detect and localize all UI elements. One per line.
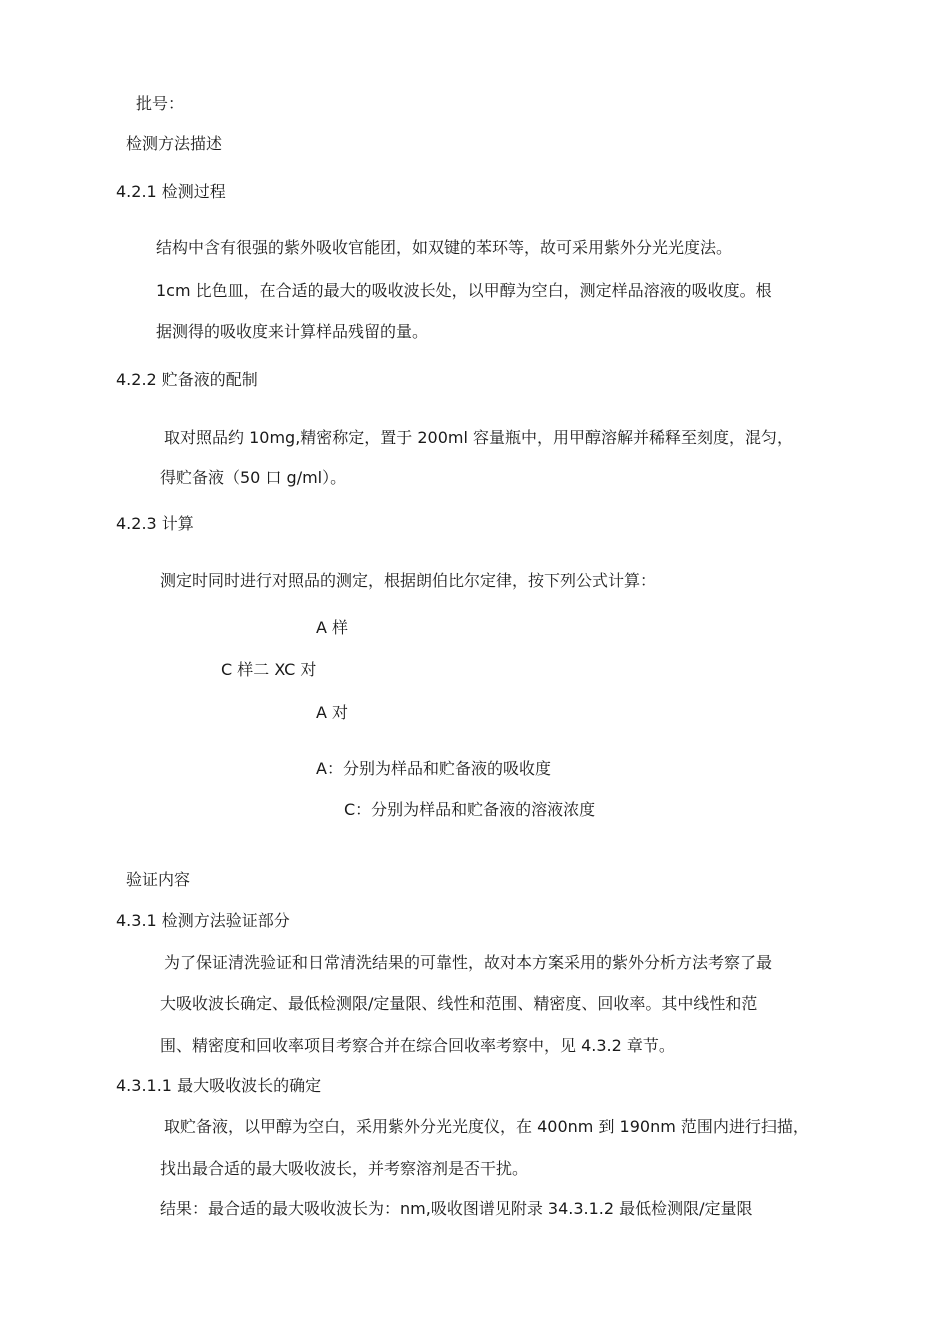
paragraph-4-2-1-line3: 据测得的吸收度来计算样品残留的量。	[156, 322, 429, 341]
paragraph-4-3-1-1-line3: 结果：最合适的最大吸收波长为：nm,吸收图谱见附录 34.3.1.2 最低检测限/定量限	[160, 1199, 753, 1218]
heading-4-3-1-1: 4.3.1.1 最大吸收波长的确定	[116, 1076, 322, 1095]
heading-4-2-2: 4.2.2 贮备液的配制	[116, 370, 258, 389]
definition-c: C：分别为样品和贮备液的溶液浓度	[344, 800, 596, 819]
paragraph-4-3-1-line2: 大吸收波长确定、最低检测限/定量限、线性和范围、精密度、回收率。其中线性和范	[160, 994, 758, 1013]
formula-main: C 样二 XC 对	[221, 660, 317, 679]
formula-denominator: A 对	[316, 703, 349, 722]
paragraph-4-3-1-line1: 为了保证清洗验证和日常清洗结果的可靠性，故对本方案采用的紫外分析方法考察了最	[164, 953, 773, 972]
heading-4-2-3: 4.2.3 计算	[116, 514, 194, 533]
formula-numerator: A 样	[316, 618, 349, 637]
paragraph-4-2-1-line1: 结构中含有很强的紫外吸收官能团，如双键的苯环等，故可采用紫外分光光度法。	[156, 238, 733, 257]
paragraph-4-2-2-line2: 得贮备液（50 口 g/ml）。	[160, 468, 347, 487]
section-title-validation: 验证内容	[126, 870, 191, 889]
paragraph-4-3-1-1-line1: 取贮备液，以甲醇为空白，采用紫外分光光度仪，在 400nm 到 190nm 范围内进行扫描，	[164, 1117, 809, 1136]
heading-4-2-1: 4.2.1 检测过程	[116, 182, 226, 201]
paragraph-4-2-1-line2: 1cm 比色皿，在合适的最大的吸收波长处，以甲醇为空白，测定样品溶液的吸收度。根	[156, 281, 772, 300]
paragraph-4-2-2-line1: 取对照品约 10mg,精密称定，置于 200ml 容量瓶中，用甲醇溶解并稀释至刻度，混匀，	[164, 428, 794, 447]
paragraph-4-3-1-line3: 围、精密度和回收率项目考察合并在综合回收率考察中，见 4.3.2 章节。	[160, 1036, 675, 1055]
definition-a: A：分别为样品和贮备液的吸收度	[316, 759, 551, 778]
paragraph-4-2-3-line1: 测定时同时进行对照品的测定，根据朗伯比尔定律，按下列公式计算：	[160, 571, 657, 590]
heading-4-3-1: 4.3.1 检测方法验证部分	[116, 911, 290, 930]
batch-label: 批号：	[136, 94, 185, 113]
paragraph-4-3-1-1-line2: 找出最合适的最大吸收波长，并考察溶剂是否干扰。	[160, 1159, 529, 1178]
section-title-method: 检测方法描述	[126, 134, 223, 153]
